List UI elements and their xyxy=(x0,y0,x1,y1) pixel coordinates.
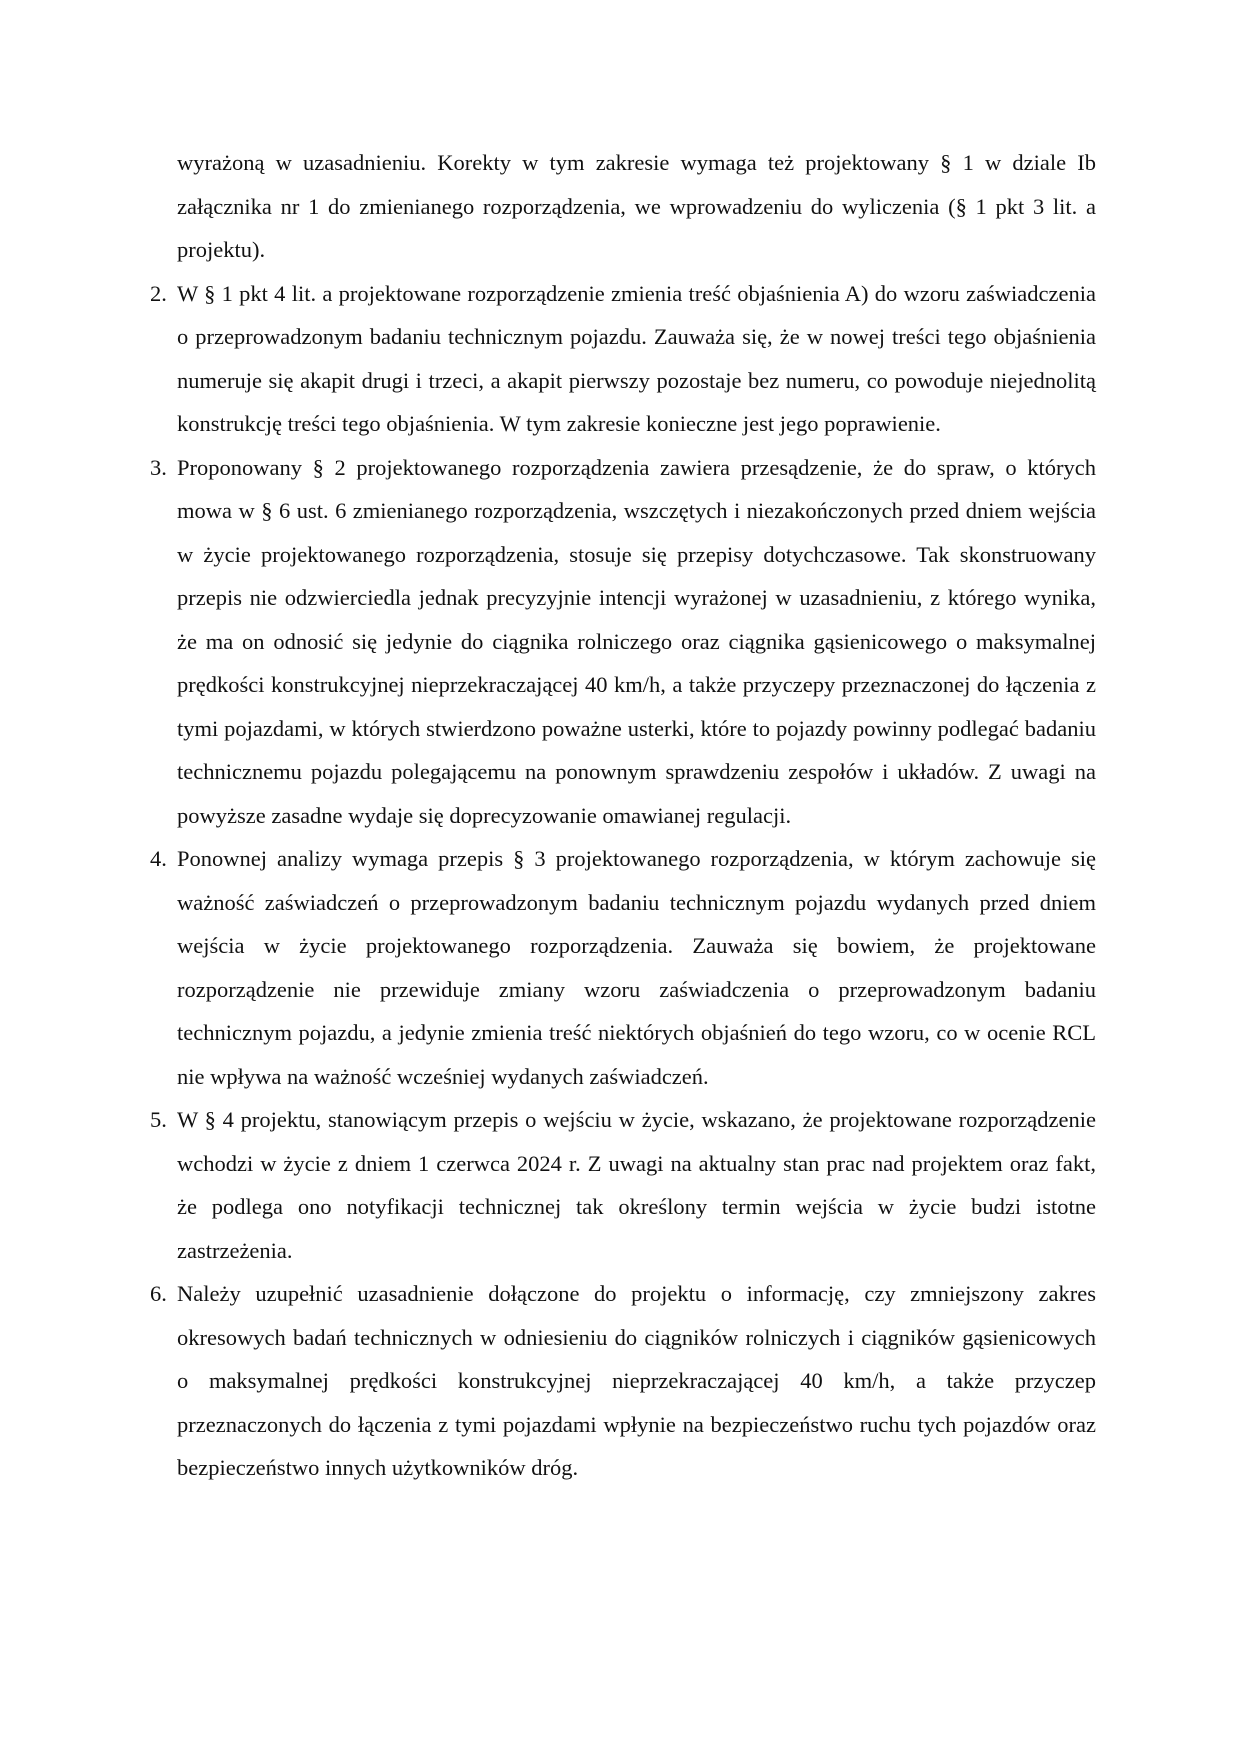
list-item-number: 4. xyxy=(150,846,167,871)
list-item-2 xyxy=(150,272,1096,446)
list-item-text: Proponowany § 2 projektowanego rozporządzenia zawiera przesądzenie, że do spraw, o których mowa w § 6 ust. 6 zmienianego rozporządzenia, wszczętych i niezakończonych przed dniem wejścia w życie projektowanego rozporządzenia, stosuje się przepisy dotychczasowe. Tak skonstruowany przepis nie odzwierciedla jednak precyzyjnie intencji wyrażonej w uzasadnieniu, z którego wynika, że ma on odnosić się jedynie do ciągnika rolniczego oraz ciągnika gąsienicowego o maksymalnej prędkości konstrukcyjnej nieprzekraczającej 40 km/h, a także przyczepy przeznaczonej do łączenia z tymi pojazdami, w których stwierdzono poważne usterki, które to pojazdy powinny podlegać badaniu technicznemu pojazdu polegającemu na ponownym sprawdzeniu zespołów i układów. Z uwagi na powyższe zasadne wydaje się doprecyzowanie omawianej regulacji. xyxy=(177,454,1096,828)
continuation-paragraph: wyrażoną w uzasadnieniu. Korekty w tym zakresie wymaga też projektowany § 1 w dziale Ib załącznika nr 1 do zmienianego rozporządzenia, we wprowadzeniu do wyliczenia (§ 1 pkt 3 lit. a projektu). xyxy=(177,150,1096,262)
list-item-number: 5. xyxy=(150,1107,167,1132)
list-item-text: W § 4 projektu, stanowiącym przepis o wejściu w życie, wskazano, że projektowane rozporządzenie wchodzi w życie z dniem 1 czerwca 2024 r. Z uwagi na aktualny stan prac nad projektem oraz fakt, że podlega ono notyfikacji technicznej tak określony termin wejścia w życie budzi istotne zastrzeżenia. xyxy=(177,1107,1096,1263)
list-item-3 xyxy=(150,446,1096,838)
list-item-6 xyxy=(150,1272,1096,1490)
list-item-number: 3. xyxy=(150,454,167,480)
list-item-number: 2. xyxy=(150,280,167,306)
list-item-number: 6. xyxy=(150,1281,167,1306)
document-body xyxy=(150,141,1096,1490)
list-item-text: Ponownej analizy wymaga przepis § 3 projektowanego rozporządzenia, w którym zachowuje się ważność zaświadczeń o przeprowadzonym badaniu technicznym pojazdu wydanych przed dniem wejścia w życie projektowanego rozporządzenia. Zauważa się bowiem, że projektowane rozporządzenie nie przewiduje zmiany wzoru zaświadczenia o przeprowadzonym badaniu technicznym pojazdu, a jedynie zmienia treść niektórych objaśnień do tego wzoru, co w ocenie RCL nie wpływa na ważność wcześniej wydanych zaświadczeń. xyxy=(177,846,1096,1089)
list-item-4 xyxy=(150,837,1096,1098)
list-item-text: W § 1 pkt 4 lit. a projektowane rozporządzenie zmienia treść objaśnienia A) do wzoru zaświadczenia o przeprowadzonym badaniu technicznym pojazdu. Zauważa się, że w nowej treści tego objaśnienia numeruje się akapit drugi i trzeci, a akapit pierwszy pozostaje bez numeru, co powoduje niejednolitą konstrukcję treści tego objaśnienia. W tym zakresie konieczne jest jego poprawienie. xyxy=(177,280,1096,436)
list-item-text: Należy uzupełnić uzasadnienie dołączone do projektu o informację, czy zmniejszony zakres okresowych badań technicznych w odniesieniu do ciągników rolniczych i ciągników gąsienicowych o maksymalnej prędkości konstrukcyjnej nieprzekraczającej 40 km/h, a także przyczep przeznaczonych do łączenia z tymi pojazdami wpłynie na bezpieczeństwo ruchu tych pojazdów oraz bezpieczeństwo innych użytkowników dróg. xyxy=(177,1281,1096,1480)
list-item-5 xyxy=(150,1098,1096,1272)
